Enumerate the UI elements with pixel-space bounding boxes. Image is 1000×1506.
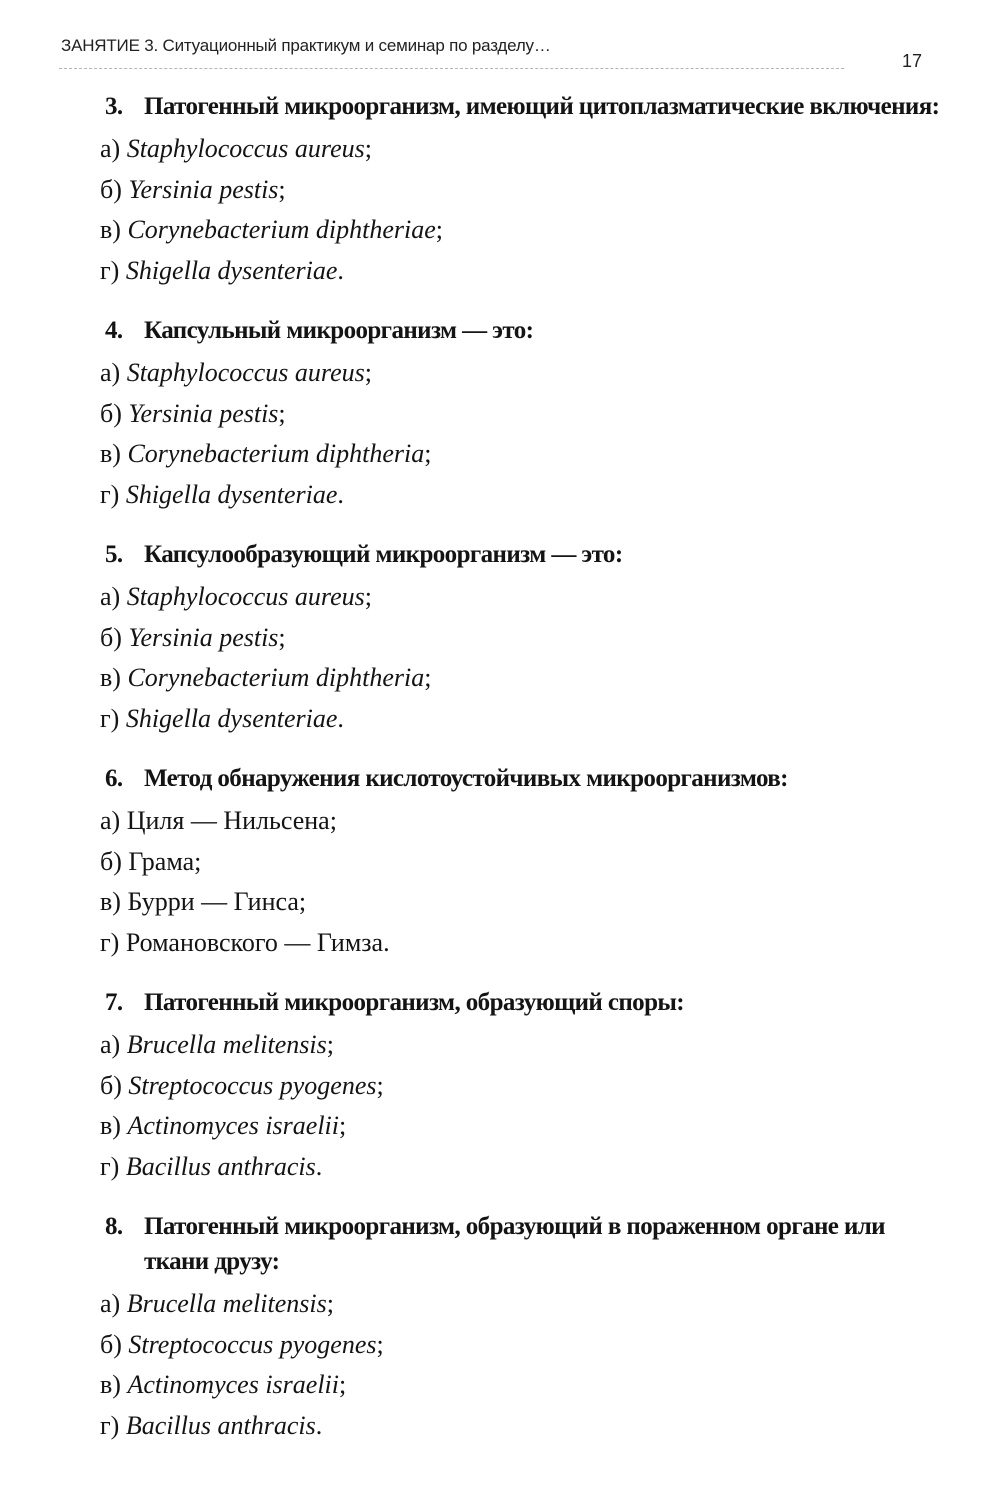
answer-option-g [100, 1147, 950, 1188]
option-text: Романовского — Гимза [125, 927, 384, 957]
option-text: Yersinia pestis [128, 174, 279, 204]
question-text: Патогенный микроорганизм, образующий споры: [144, 989, 685, 1016]
question-title [100, 313, 950, 348]
answer-option-a [100, 353, 950, 394]
answer-option-a [100, 1284, 950, 1325]
answer-option-b [100, 1325, 950, 1366]
question-title [100, 537, 950, 572]
answer-option-v [100, 1365, 950, 1406]
answer-option-b [100, 170, 950, 211]
option-punct: ; [329, 806, 337, 835]
question-title [100, 985, 950, 1020]
question-title [100, 761, 950, 796]
option-letter: в) [100, 663, 121, 692]
option-punct: ; [339, 1370, 347, 1399]
option-text: Brucella melitensis [126, 1289, 327, 1318]
answer-option-v [100, 210, 950, 251]
option-punct: ; [364, 358, 372, 387]
option-text: Staphylococcus aureus [126, 358, 365, 387]
question-text: Метод обнаружения кислотоустойчивых микроорганизмов: [144, 765, 788, 792]
option-punct: ; [364, 582, 372, 611]
option-punct: ; [424, 439, 432, 468]
option-punct: . [337, 703, 344, 733]
option-letter: б) [100, 174, 122, 204]
option-letter: б) [100, 398, 122, 428]
option-text: Streptococcus pyogenes [128, 1329, 377, 1359]
option-punct: ; [376, 1329, 384, 1359]
option-text: Shigella dysenteriae [125, 703, 338, 733]
option-punct: ; [194, 846, 202, 876]
question-title [100, 89, 950, 124]
question-7 [100, 985, 950, 1187]
option-punct: ; [326, 1289, 334, 1318]
option-letter: в) [100, 887, 121, 916]
option-text: Corynebacterium diphtheria [127, 439, 425, 468]
option-punct: . [337, 255, 344, 285]
option-letter: в) [100, 1370, 121, 1399]
option-letter: б) [100, 846, 122, 876]
option-text: Staphylococcus aureus [126, 134, 365, 163]
answer-option-g [100, 475, 950, 516]
option-punct: ; [298, 887, 307, 916]
answer-option-v [100, 1106, 950, 1147]
option-text: Циля — Нильсена [126, 806, 330, 835]
question-8 [100, 1209, 950, 1446]
option-text: Bacillus anthracis [125, 1151, 316, 1181]
option-letter: в) [100, 1111, 121, 1140]
option-letter: а) [100, 134, 121, 163]
question-number: 6. [105, 765, 123, 792]
option-letter: г) [100, 479, 120, 509]
question-5 [100, 537, 950, 739]
option-punct: ; [364, 134, 372, 163]
question-number: 4. [105, 317, 123, 344]
option-text: Corynebacterium diphtheria [127, 663, 425, 692]
option-letter: б) [100, 1070, 122, 1100]
option-punct: ; [278, 398, 286, 428]
option-letter: г) [100, 1410, 120, 1440]
option-letter: а) [100, 806, 121, 835]
option-letter: а) [100, 358, 121, 387]
answer-option-v [100, 882, 950, 923]
option-punct: ; [326, 1030, 334, 1059]
answer-option-a [100, 1025, 950, 1066]
answer-option-g [100, 251, 950, 292]
option-punct: ; [435, 215, 444, 244]
option-text: Shigella dysenteriae [125, 255, 338, 285]
option-punct: ; [278, 174, 286, 204]
option-text: Staphylococcus aureus [126, 582, 365, 611]
option-letter: б) [100, 1329, 122, 1359]
option-letter: г) [100, 1151, 120, 1181]
option-letter: г) [100, 255, 120, 285]
option-punct: . [383, 927, 390, 957]
answer-option-a [100, 129, 950, 170]
answer-option-v [100, 434, 950, 475]
answer-option-b [100, 842, 950, 883]
option-letter: в) [100, 215, 121, 244]
option-letter: а) [100, 1030, 121, 1059]
question-4 [100, 313, 950, 515]
option-text: Corynebacterium diphtheriae [127, 215, 436, 244]
question-6 [100, 761, 950, 963]
option-letter: б) [100, 622, 122, 652]
answer-option-b [100, 394, 950, 435]
answer-option-v [100, 658, 950, 699]
answer-option-g [100, 923, 950, 964]
option-letter: а) [100, 582, 121, 611]
question-number: 3. [105, 93, 123, 120]
option-text: Shigella dysenteriae [125, 479, 338, 509]
option-punct: ; [278, 622, 286, 652]
option-letter: а) [100, 1289, 121, 1318]
question-number: 5. [105, 541, 123, 568]
option-letter: г) [100, 703, 120, 733]
option-text: Yersinia pestis [128, 398, 279, 428]
option-text: Streptococcus pyogenes [128, 1070, 377, 1100]
question-number: 8. [105, 1213, 123, 1240]
question-text: Патогенный микроорганизм, имеющий цитоплазматические включения: [144, 93, 940, 120]
question-number: 7. [105, 989, 123, 1016]
question-text: Капсулообразующий микроорганизм — это: [144, 541, 623, 568]
option-text: Brucella melitensis [126, 1030, 327, 1059]
answer-option-b [100, 1066, 950, 1107]
answer-option-g [100, 699, 950, 740]
option-text: Yersinia pestis [128, 622, 279, 652]
option-text: Actinomyces israelii [127, 1111, 339, 1140]
option-text: Грама [128, 846, 195, 876]
answer-option-g [100, 1406, 950, 1447]
option-letter: в) [100, 439, 121, 468]
answer-option-b [100, 618, 950, 659]
question-title [100, 1209, 950, 1279]
answer-option-a [100, 801, 950, 842]
option-punct: ; [376, 1070, 384, 1100]
option-letter: г) [100, 927, 120, 957]
option-punct: ; [424, 663, 432, 692]
page-number: 17 [902, 51, 923, 71]
option-punct: . [315, 1410, 323, 1440]
header-rule [59, 68, 844, 69]
option-text: Бурри — Гинса [127, 887, 299, 916]
running-header: ЗАНЯТИЕ 3. Ситуационный практикум и семинар по разделу… [61, 36, 551, 55]
question-text: Патогенный микроорганизм, образующий в пораженном органе или ткани друзу: [144, 1213, 885, 1275]
question-3 [100, 89, 950, 291]
option-punct: ; [339, 1111, 347, 1140]
question-text: Капсульный микроорганизм — это: [144, 317, 534, 344]
answer-option-a [100, 577, 950, 618]
option-text: Actinomyces israelii [127, 1370, 339, 1399]
option-punct: . [337, 479, 344, 509]
option-punct: . [315, 1151, 323, 1181]
option-text: Bacillus anthracis [125, 1410, 316, 1440]
